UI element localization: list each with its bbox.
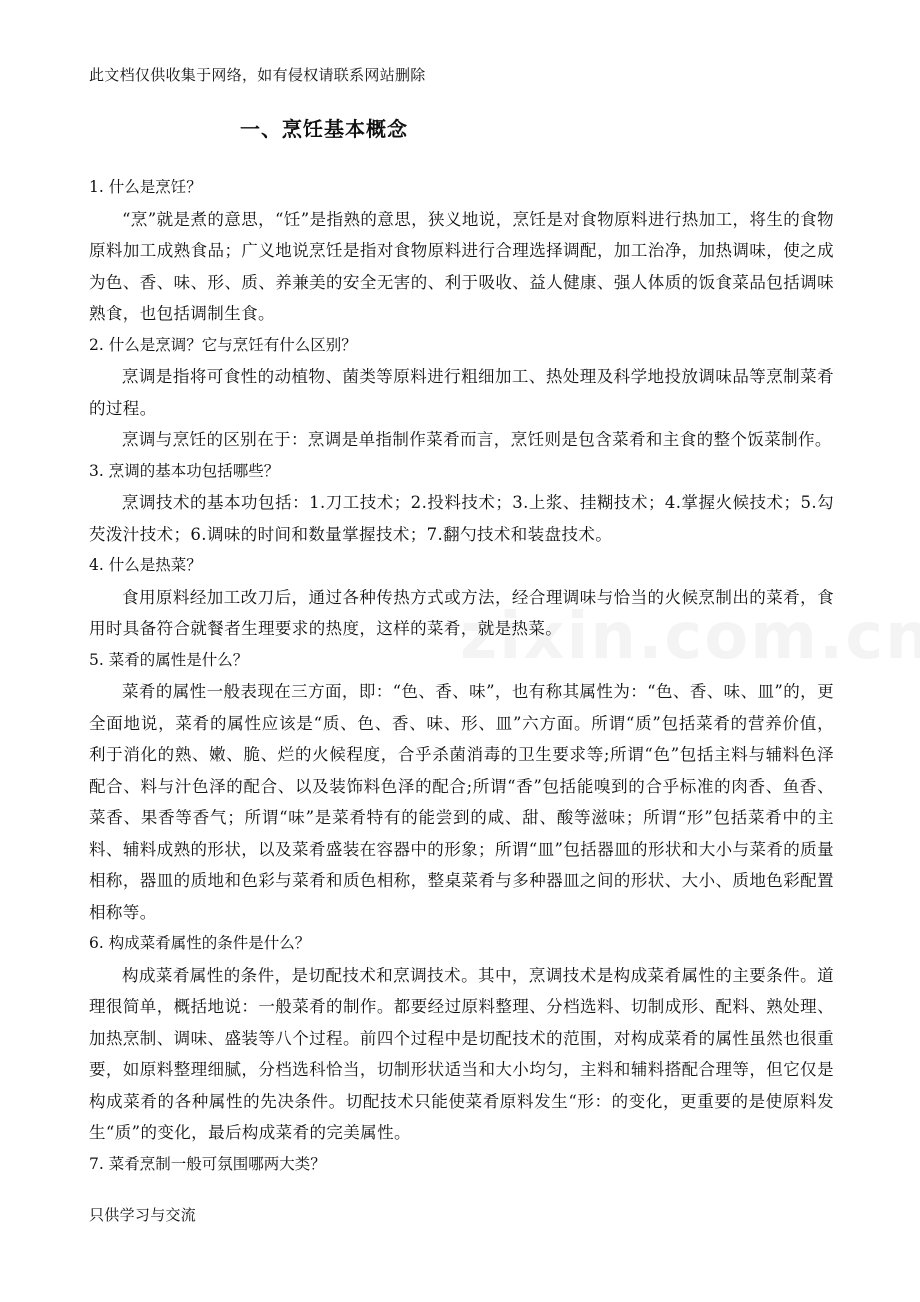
question-2: 2. 什么是烹调？它与烹饪有什么区别？ [89, 335, 357, 354]
answer-1-paragraph-1: “烹”就是煮的意思，“饪”是指熟的意思，狭义地说，烹饪是对食物原料进行热加工，将生的食物原料加工成熟食品；广义地说烹饪是指对食物原料进行合理选择调配，加工治净，加热调味，使之成为色、香、味、形、质、养兼美的安全无害的、利于吸收、益人健康、强人体质的饭食菜品包括调味熟食，也包括调制生食。 [89, 209, 834, 323]
answer-2-paragraph-1: 烹调是指将可食性的动植物、菌类等原料进行粗细加工、热处理及科学地投放调味品等烹制菜肴的过程。 [89, 367, 834, 418]
answer-6-paragraph-1: 构成菜肴属性的条件，是切配技术和烹调技术。其中，烹调技术是构成菜肴属性的主要条件。道理很简单，概括地说：一般菜肴的制作。都要经过原料整理、分档选料、切制成形、配料、熟处理、加热烹制、调味、盛装等八个过程。前四个过程中是切配技术的范围，对构成菜肴的属性虽然也很重要，如原料整理细腻，分档选科恰当，切制形状适当和大小均匀，主料和辅料搭配合理等，但它仅是构成菜肴的各种属性的先决条件。切配技术只能使菜肴原料发生“形：的变化，更重要的是使原料发生“质”的变化，最后构成菜肴的完美属性。 [89, 965, 834, 1142]
footer-note: 只供学习与交流 [89, 1206, 197, 1224]
question-1: 1. 什么是烹饪？ [89, 178, 202, 196]
question-3: 3. 烹调的基本功包括哪些？ [89, 461, 280, 480]
question-4: 4. 什么是热菜？ [89, 556, 202, 574]
answer-5-paragraph-1: 菜肴的属性一般表现在三方面，即：“色、香、味”，也有称其属性为：“色、香、味、皿”的，更全面地说，菜肴的属性应该是“质、色、香、味、形、皿”六方面。所谓“质”包括菜肴的营养价值，利于消化的熟、嫩、脆、烂的火候程度，合乎杀菌消毒的卫生要求等;所谓“色”包括主料与辅料色泽配合、料与汁色泽的配合、以及装饰料色泽的配合;所谓“香”包括能嗅到的合乎标准的肉香、鱼香、菜香、果香等香气；所谓“味”是菜肴特有的能尝到的咸、甜、酸等滋味；所谓“形”包括菜肴中的主料、辅料成熟的形状，以及菜肴盛装在容器中的形象；所谓“皿”包括器皿的形状和大小与菜肴的质量相称，器皿的质地和色彩与菜肴和质色相称，整桌菜肴与多种器皿之间的形状、大小、质地色彩配置相称等。 [89, 682, 834, 922]
answer-4-paragraph-1: 食用原料经加工改刀后，通过各种传热方式或方法，经合理调味与恰当的火候烹制出的菜肴，食用时具备符合就餐者生理要求的热度，这样的菜肴，就是热菜。 [89, 587, 834, 638]
question-6: 6. 构成菜肴属性的条件是什么？ [89, 934, 311, 952]
document-body [89, 172, 834, 1180]
question-7: 7. 菜肴烹制一般可氛围哪两大类？ [89, 1154, 326, 1173]
answer-2-paragraph-2: 烹调与烹饪的区别在于：烹调是单指制作菜肴而言，烹饪则是包含菜肴和主食的整个饭菜制作。 [122, 430, 832, 449]
answer-3-paragraph-1: 烹调技术的基本功包括：1.刀工技术；2.投料技术；3.上浆、挂糊技术；4.掌握火候技术；5.勾芡泼汁技术；6.调味的时间和数量掌握技术；7.翻勺技术和装盘技术。 [89, 493, 834, 544]
header-note: 此文档仅供收集于网络，如有侵权请联系网站删除 [89, 66, 426, 84]
page-title: 一、烹饪基本概念 [240, 117, 408, 141]
question-5: 5. 菜肴的属性是什么？ [89, 650, 249, 669]
